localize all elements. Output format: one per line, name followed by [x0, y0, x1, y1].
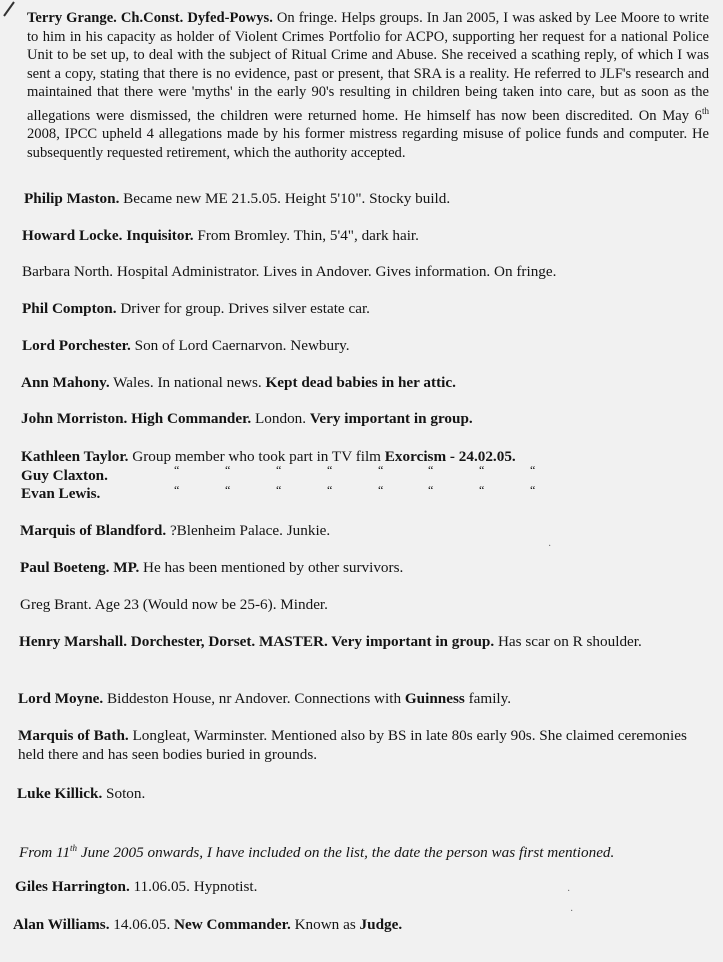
ditto-mark: “	[225, 483, 231, 497]
entry-name: Henry Marshall. Dorchester, Dorset. MASTER. Very important in group.	[19, 633, 495, 650]
entry-marquis-blandford	[20, 522, 330, 541]
entry-name: Luke Killick.	[17, 785, 103, 802]
entry-text: Has scar on R shoulder.	[494, 633, 642, 650]
entry-highlight: Exorcism - 24.02.05.	[384, 448, 516, 465]
intro-text-2: 2008, IPCC upheld 4 allegations made by his former mistress regarding misuse of police funds and computer. He subsequently requested retirement, which the authority accepted.	[27, 126, 709, 162]
entry-title: Inquisitor.	[122, 227, 194, 244]
entry-name: Guy Claxton.	[21, 467, 108, 484]
ditto-mark: “	[378, 483, 384, 497]
ditto-mark: “	[479, 483, 485, 497]
entry-name: Marquis of Bath.	[18, 727, 129, 744]
ditto-mark: “	[327, 483, 333, 497]
ditto-mark: “	[378, 463, 384, 477]
ditto-mark: “	[276, 463, 282, 477]
entry-name: Philip Maston.	[24, 190, 120, 207]
staple-mark-icon	[2, 0, 20, 18]
entry-marquis-bath	[18, 727, 698, 764]
entry-text: London.	[251, 410, 310, 427]
note-pre: From 11	[19, 844, 71, 862]
entry-paul-boeteng	[20, 559, 403, 578]
entry-text: Driver for group. Drives silver estate car.	[116, 300, 370, 317]
entry-text: 11.06.05. Hypnotist.	[129, 878, 258, 895]
entry-highlight-2: Judge.	[359, 916, 403, 933]
entry-text: Became new ME 21.5.05. Height 5'10". Stocky build.	[119, 190, 451, 207]
intro-paragraph	[27, 9, 709, 163]
entry-text: Biddeston House, nr Andover. Connections with	[103, 690, 405, 707]
ditto-row-guy	[0, 463, 723, 479]
entry-john-morriston	[21, 410, 473, 429]
entry-highlight: Very important in group.	[309, 410, 473, 427]
entry-name: Lord Porchester.	[22, 337, 131, 354]
entry-henry-marshall	[19, 633, 703, 652]
entry-highlight: Guinness	[404, 690, 465, 707]
ditto-mark: “	[428, 483, 434, 497]
entry-lord-moyne	[18, 690, 511, 709]
intro-sup: th	[701, 105, 709, 116]
ditto-mark: “	[327, 463, 333, 477]
intro-text: On fringe. Helps groups. In Jan 2005, I was asked by Lee Moore to write to him in his capacity as holder of Violent Crimes Portfolio for ACPO, supporting her request for a national Police Unit to be set up, to deal with the subject of Ritual Crime and Abuse. She received a scathing reply, of which I was sent a copy, stating that there is no evidence, past or present, that SRA is a reality. He referred to JLF's research and maintained that there were 'myths' in the early 90's resulting in children being taken into care, but as soon as the allegations were dismissed, the children were returned home. He himself has now been discredited. On May 6	[27, 10, 710, 124]
entry-highlight: Kept dead babies in her attic.	[265, 374, 456, 391]
scan-speck: ·	[548, 541, 552, 552]
entry-ann-mahony	[21, 374, 456, 393]
entry-text: Group member who took part in TV film	[128, 448, 385, 465]
entry-name: Paul Boeteng. MP.	[20, 559, 140, 576]
entry-text: 14.06.05.	[109, 916, 175, 933]
entry-name: Howard Locke.	[22, 227, 123, 244]
entry-text: ?Blenheim Palace. Junkie.	[166, 522, 331, 539]
entry-name: Evan Lewis.	[21, 485, 101, 502]
scan-speck: ·	[570, 906, 574, 917]
entry-name: Lord Moyne.	[18, 690, 104, 707]
ditto-mark: “	[428, 463, 434, 477]
note-line	[19, 839, 614, 863]
entry-text: Longleat, Warminster. Mentioned also by BS in late 80s early 90s. She claimed ceremonies held there and has seen bodies buried in grounds.	[18, 727, 687, 763]
entry-text-2: family.	[464, 690, 512, 707]
entry-name: Alan Williams.	[13, 916, 110, 933]
entry-text: Soton.	[102, 785, 146, 802]
intro-name: Terry Grange. Ch.Const. Dyfed-Powys.	[27, 10, 273, 26]
entry-text: Wales. In national news.	[109, 374, 266, 391]
entry-barbara-north	[22, 263, 556, 282]
ditto-mark: “	[174, 483, 180, 497]
ditto-mark: “	[174, 463, 180, 477]
entry-greg-brant	[20, 596, 328, 615]
entry-name: Marquis of Blandford.	[20, 522, 167, 539]
ditto-mark: “	[479, 463, 485, 477]
entry-philip-maston	[24, 190, 450, 209]
entry-name: Phil Compton.	[22, 300, 117, 317]
entry-giles-harrington	[15, 878, 257, 897]
entry-name: John Morriston. High Commander.	[21, 410, 252, 427]
ditto-mark: “	[225, 463, 231, 477]
entry-text: From Bromley. Thin, 5'4", dark hair.	[193, 227, 419, 244]
entry-text-2: Known as	[290, 916, 360, 933]
ditto-mark: “	[530, 463, 536, 477]
ditto-mark: “	[276, 483, 282, 497]
entry-text: Greg Brant. Age 23 (Would now be 25-6). Minder.	[20, 596, 328, 613]
scan-speck: ·	[567, 886, 571, 897]
entry-text: Barbara North. Hospital Administrator. Lives in Andover. Gives information. On fringe.	[22, 263, 557, 280]
ditto-row-evan	[0, 483, 723, 499]
ditto-mark: “	[530, 483, 536, 497]
entry-text: He has been mentioned by other survivors.	[139, 559, 404, 576]
note-post: June 2005 onwards, I have included on the list, the date the person was first mentioned.	[77, 844, 615, 862]
note-sup: th	[70, 843, 78, 853]
entry-name: Ann Mahony.	[21, 374, 110, 391]
entry-lord-porchester	[22, 337, 350, 356]
entry-howard-locke	[22, 227, 419, 246]
entry-alan-williams	[13, 916, 402, 935]
entry-text: Son of Lord Caernarvon. Newbury.	[130, 337, 350, 354]
entry-highlight: New Commander.	[174, 916, 291, 933]
entry-name: Kathleen Taylor.	[21, 448, 129, 465]
entry-name: Giles Harrington.	[15, 878, 130, 895]
entry-luke-killick	[17, 785, 145, 804]
entry-phil-compton	[22, 300, 370, 319]
